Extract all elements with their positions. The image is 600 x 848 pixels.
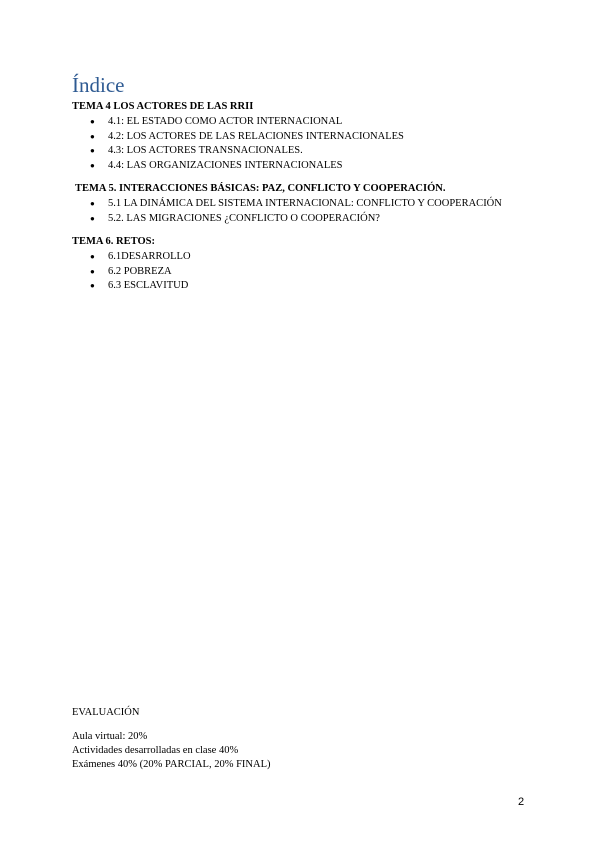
evaluation-line: Aula virtual: 20% <box>72 731 148 742</box>
index-title: Índice <box>72 73 125 97</box>
list-item-text: 4.2: LOS ACTORES DE LAS RELACIONES INTERNACIONALES <box>108 130 404 142</box>
section-item-list <box>72 250 528 294</box>
list-item <box>72 159 528 174</box>
evaluation-line: Actividades desarrolladas en clase 40% <box>72 745 239 756</box>
section-heading: TEMA 6. RETOS: <box>72 236 155 247</box>
bullet-icon: ● <box>90 199 95 208</box>
bullet-icon: ● <box>90 281 95 290</box>
bullet-icon: ● <box>90 160 95 170</box>
section-item-list <box>72 197 528 226</box>
document-page <box>72 72 528 294</box>
bullet-icon: ● <box>90 146 95 155</box>
evaluation-line: Exámenes 40% (20% PARCIAL, 20% FINAL) <box>72 759 271 770</box>
list-item <box>72 250 528 265</box>
list-item-text: 5.1 LA DINÁMICA DEL SISTEMA INTERNACIONAL: CONFLICTO Y COOPERACIÓN <box>108 198 502 209</box>
bullet-icon: ● <box>90 117 95 126</box>
list-item <box>72 144 528 159</box>
list-item <box>72 212 528 227</box>
list-item <box>72 265 528 280</box>
section-tema-5 <box>72 182 528 226</box>
list-item-text: 4.3: LOS ACTORES TRANSNACIONALES. <box>108 145 303 156</box>
page-number: 2 <box>518 796 525 808</box>
bullet-icon: ● <box>90 131 95 141</box>
list-item <box>72 115 528 130</box>
section-tema-6 <box>72 235 528 294</box>
list-item-text: 4.4: LAS ORGANIZACIONES INTERNACIONALES <box>108 159 343 171</box>
list-item <box>72 197 528 212</box>
list-item-text: 6.1DESARROLLO <box>108 251 191 262</box>
section-heading: TEMA 4 LOS ACTORES DE LAS RRII <box>72 101 254 112</box>
bullet-icon: ● <box>90 266 95 276</box>
list-item-text: 4.1: EL ESTADO COMO ACTOR INTERNACIONAL <box>108 116 343 127</box>
list-item <box>72 279 528 294</box>
section-tema-4 <box>72 100 528 173</box>
section-item-list <box>72 115 528 173</box>
section-heading: TEMA 5. INTERACCIONES BÁSICAS: PAZ, CONFLICTO Y COOPERACIÓN. <box>75 183 446 194</box>
list-item-text: 6.2 POBREZA <box>108 265 172 277</box>
bullet-icon: ● <box>90 252 95 261</box>
list-item-text: 5.2. LAS MIGRACIONES ¿CONFLICTO O COOPERACIÓN? <box>108 212 380 224</box>
bullet-icon: ● <box>90 213 95 223</box>
list-item-text: 6.3 ESCLAVITUD <box>108 280 189 291</box>
list-item <box>72 130 528 145</box>
evaluation-block <box>72 706 271 772</box>
evaluation-title: EVALUACIÓN <box>72 707 140 718</box>
